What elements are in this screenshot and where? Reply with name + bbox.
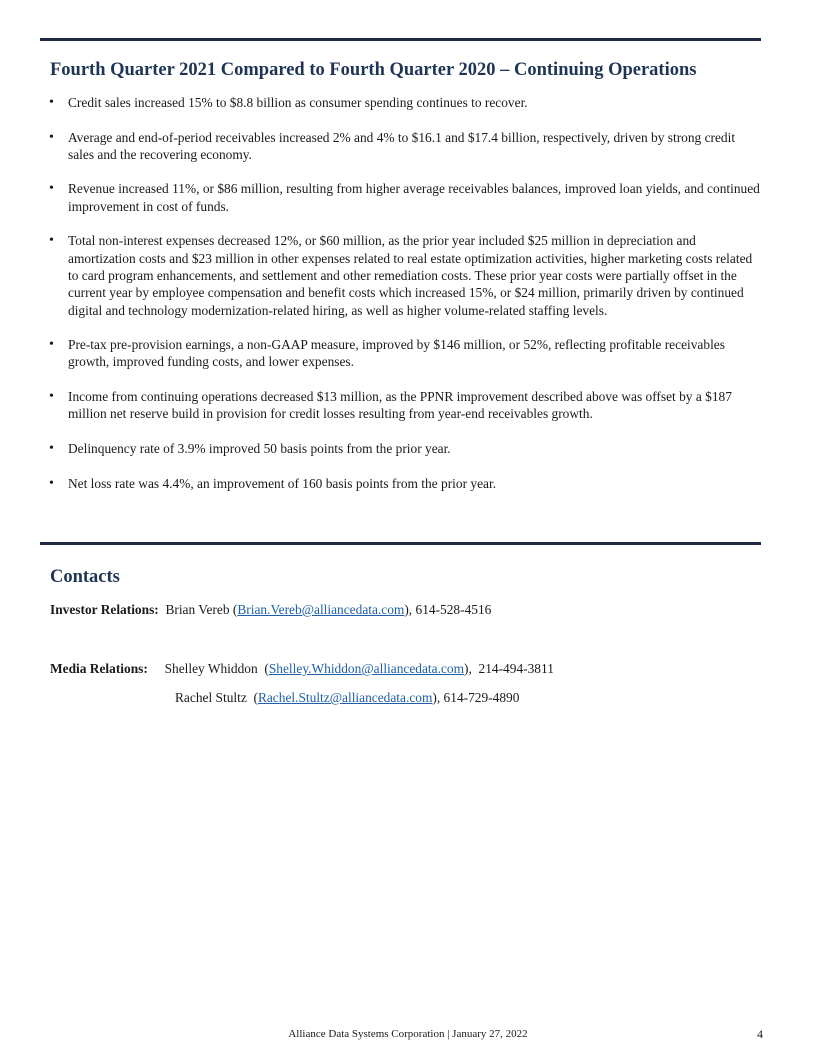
page-number: 4 [757,1027,763,1041]
bullet-pre-tax-earnings: • Pre-tax pre-provision earnings, a non-GAAP measure, improved by $146 million, or 52%, reflecting profitable receivables growth, improved funding costs, and lower expenses. [48,336,764,371]
contact-name: Shelley Whiddon [164,661,258,676]
bullet-income: • Income from continuing operations decreased $13 million, as the PPNR improvement described above was offset by a $187 million net reserve build in provision for credit losses resulting from year-end receivables growth. [48,388,764,423]
bullet-non-interest-expenses: • Total non-interest expenses decreased 12%, or $60 million, as the prior year included $25 million in depreciation and amortization costs and $23 million in other expenses related to real estate optimization activities, higher marketing costs related to card program enhancements, and settlement and other remediation costs. These prior year costs were partially offset in the current year by employee compensation and benefit costs which increased 15%, or $24 million, primarily driven by continued digital and technology modernization-related hiring, as well as higher volume-related staffing levels. [48,232,764,318]
bullet-revenue: • Revenue increased 11%, or $86 million, resulting from higher average receivables balances, improved loan yields, and continued improvement in cost of funds. [48,180,764,215]
contact-name: Rachel Stultz [175,690,247,705]
highlights-list [48,94,764,509]
bullet-credit-sales: • Credit sales increased 15% to $8.8 billion as consumer spending continues to recover. [48,94,764,111]
contact-phone: 614-729-4890 [443,690,520,705]
contact-email-link[interactable]: Rachel.Stultz@alliancedata.com [257,690,433,705]
investor-relations-label: Investor Relations: [50,602,159,617]
contact-email-link[interactable]: Brian.Vereb@alliancedata.com [237,602,405,617]
contact-phone: 214-494-3811 [478,661,554,676]
page-footer: Alliance Data Systems Corporation | January 27, 2022 [288,1028,528,1040]
media-relations-label: Media Relations: [50,661,148,676]
investor-relations-contact: Investor Relations: Brian Vereb (Brian.Vereb@alliancedata.com), 614-528-4516 [50,602,492,617]
bullet-receivables: • Average and end-of-period receivables increased 2% and 4% to $16.1 and $17.4 billion, respectively, driven by strong credit sales and the recovering economy. [48,129,764,164]
contacts-title: Contacts [50,567,120,587]
contact-phone: 614-528-4516 [415,602,492,617]
section-divider [40,542,761,545]
bullet-net-loss: • Net loss rate was 4.4%, an improvement of 160 basis points from the prior year. [48,475,764,492]
section-title: Fourth Quarter 2021 Compared to Fourth Quarter 2020 – Continuing Operations [50,60,697,80]
media-relations-contact: Media Relations: Shelley Whiddon (Shelley.Whiddon@alliancedata.com), 214-494-3811 [50,661,554,676]
contact-email-link[interactable]: Shelley.Whiddon@alliancedata.com [268,661,464,676]
media-relations-contact-secondary: Rachel Stultz (Rachel.Stultz@alliancedata.com), 614-729-4890 [175,690,520,705]
top-divider [40,38,761,41]
contact-name: Brian Vereb [165,602,230,617]
bullet-delinquency: • Delinquency rate of 3.9% improved 50 basis points from the prior year. [48,440,764,457]
